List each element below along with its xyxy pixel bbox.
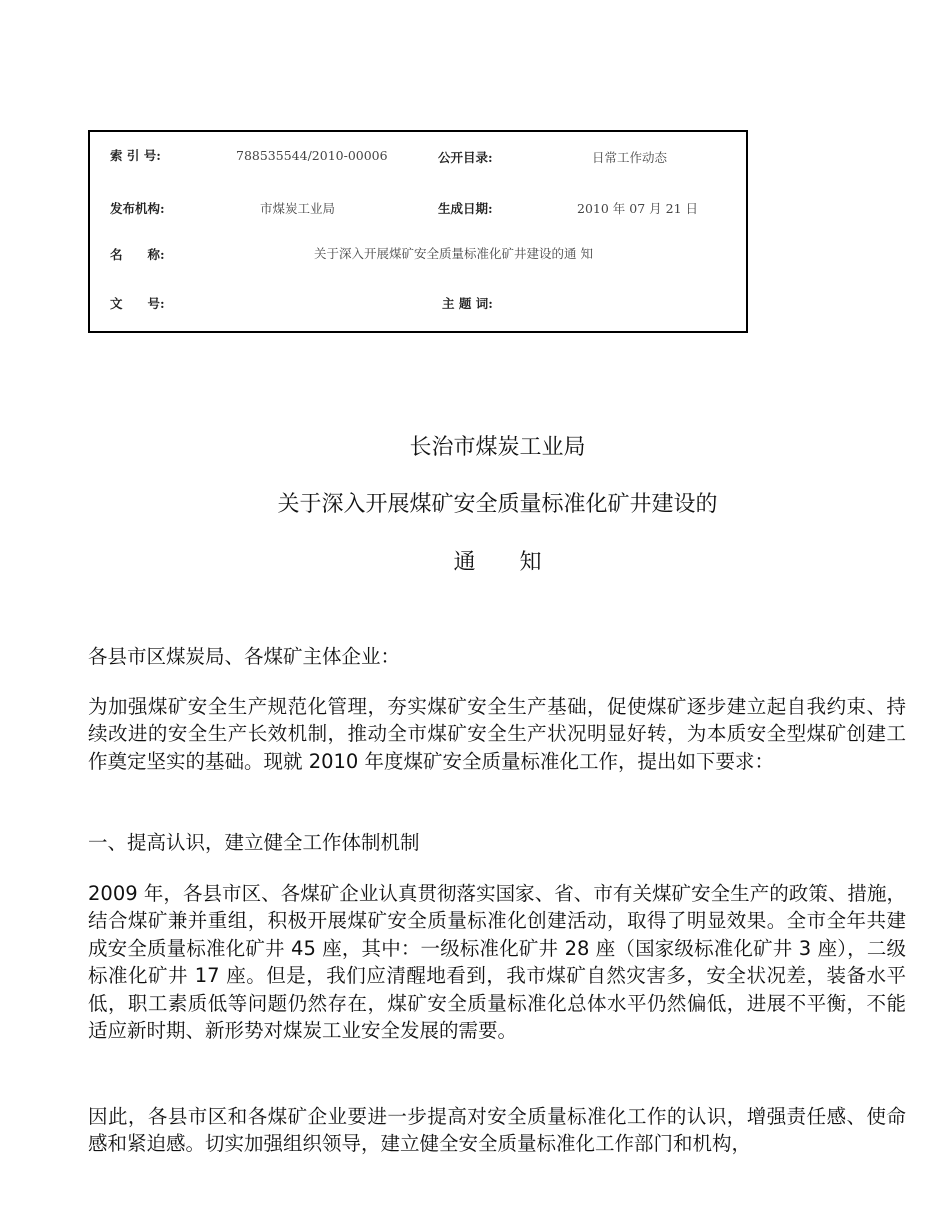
notice-title: 通 知 [453, 550, 542, 575]
metadata-table [88, 130, 748, 333]
section1-heading: 一、提高认识，建立健全工作体制机制 [88, 831, 420, 854]
section1-paragraph-1: 2009 年，各县市区、各煤矿企业认真贯彻落实国家、省、市有关煤矿安全生产的政策、措施，结合煤矿兼并重组，积极开展煤矿安全质量标准化创建活动，取得了明显效果。全市全年共建成安全质量标准化矿井 45 座，其中：一级标准化矿井 28 座（国家级标准化矿井 3 座），二级标准化矿井 17 座。但是，我们应清醒地看到，我市煤矿自然灾害多，安全状况差，装备水平低，职工素质低等问题仍然存在，煤矿安全质量标准化总体水平仍然偏低，进展不平衡，不能适应新时期、新形势对煤炭工业安全发展的需要。 [88, 882, 906, 1043]
issuer-value: 市煤炭工业局 [260, 201, 336, 216]
generated-date-label: 生成日期: [438, 201, 493, 216]
doc-name-label: 名 称: [110, 247, 165, 262]
doc-number-label: 文 号: [110, 296, 165, 311]
index-number-label: 索 引 号: [110, 148, 161, 163]
issuer-label: 发布机构: [110, 201, 165, 216]
salutation: 各县市区煤炭局、各煤矿主体企业： [88, 645, 401, 668]
index-number-value: 788535544/2010-00006 [236, 148, 388, 163]
public-catalog-label: 公开目录: [438, 150, 493, 165]
public-catalog-value: 日常工作动态 [592, 150, 668, 165]
subject-title: 关于深入开展煤矿安全质量标准化矿井建设的 [277, 492, 718, 517]
generated-date-value: 2010 年 07 月 21 日 [577, 201, 698, 216]
org-title: 长治市煤炭工业局 [409, 435, 586, 460]
subject-keywords-label: 主 题 词: [442, 296, 493, 311]
doc-name-value: 关于深入开展煤矿安全质量标准化矿井建设的通 知 [314, 246, 593, 261]
section1-paragraph-2: 因此，各县市区和各煤矿企业要进一步提高对安全质量标准化工作的认识，增强责任感、使命感和紧迫感。切实加强组织领导，建立健全安全质量标准化工作部门和机构， [88, 1105, 906, 1156]
intro-paragraph: 为加强煤矿安全生产规范化管理，夯实煤矿安全生产基础，促使煤矿逐步建立起自我约束、持续改进的安全生产长效机制，推动全市煤矿安全生产状况明显好转，为本质安全型煤矿创建工作奠定坚实的基础。现就 2010 年度煤矿安全质量标准化工作，提出如下要求： [88, 695, 906, 773]
